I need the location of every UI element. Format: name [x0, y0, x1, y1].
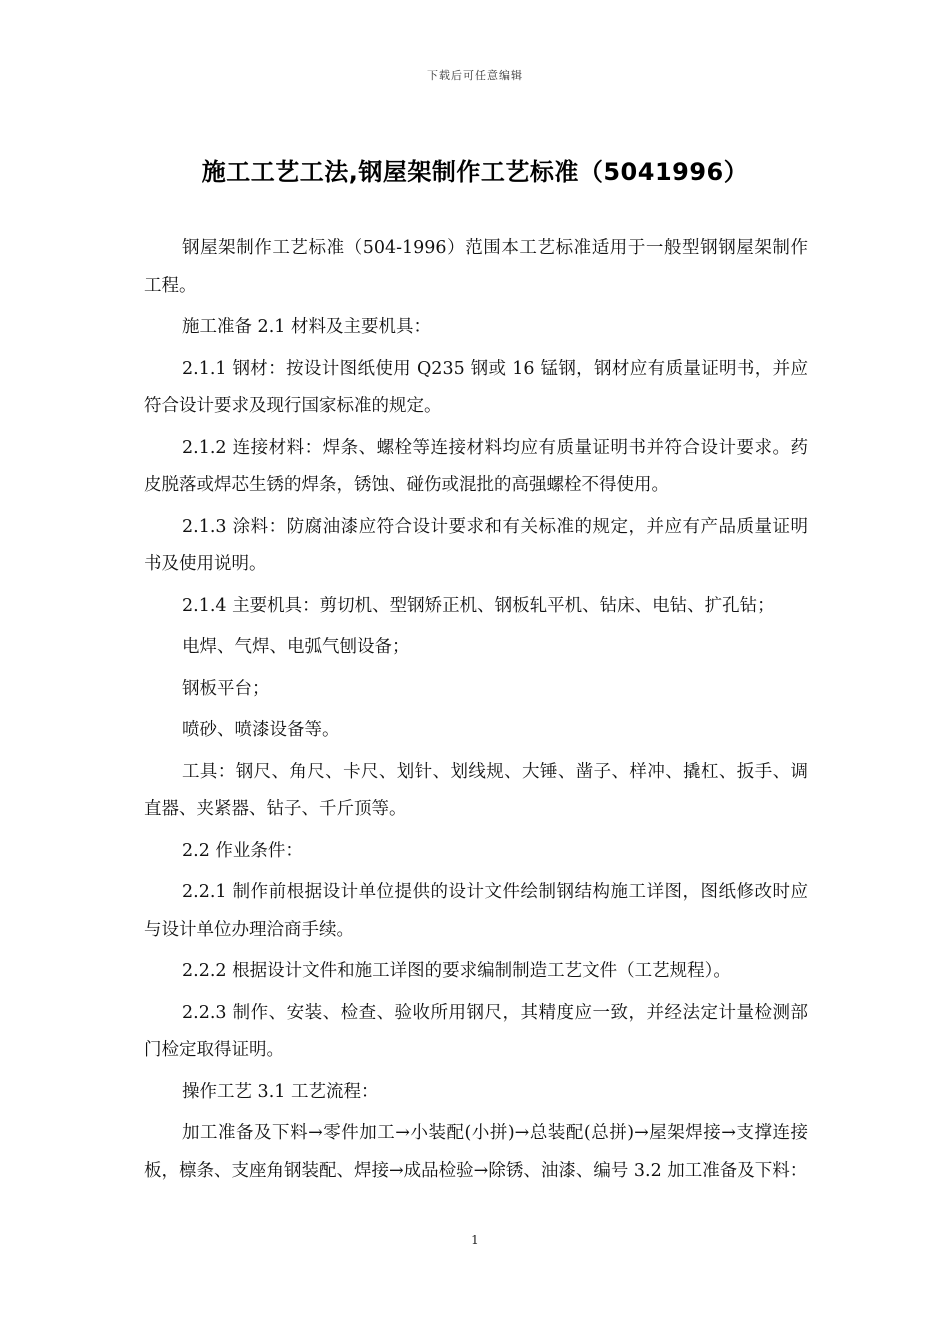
paragraph-process-documents: 2.2.2 根据设计文件和施工详图的要求编制制造工艺文件（工艺规程）。 [182, 961, 731, 981]
paragraph-main-machinery: 2.1.4 主要机具：剪切机、型钢矫正机、钢板轧平机、钻床、电钻、扩孔钻； [182, 595, 775, 616]
paragraph-measuring-tools: 2.2.3 制作、安装、检查、验收所用钢尺，其精度应一致，并经法定计量检测部门检定取得证明。 [144, 1002, 808, 1060]
paragraph-work-conditions-heading: 2.2 作业条件： [182, 840, 303, 861]
paragraph-steel-platform: 钢板平台； [182, 678, 270, 699]
paragraph-scope: 钢屋架制作工艺标准（504-1996）范围本工艺标准适用于一般型钢钢屋架制作工程。 [144, 238, 808, 296]
paragraph-spray-equipment: 喷砂、喷漆设备等。 [182, 720, 340, 740]
paragraph-drawings: 2.2.1 制作前根据设计单位提供的设计文件绘制钢结构施工详图，图纸修改时应与设计单位办理洽商手续。 [144, 882, 808, 940]
paragraph-connection-material: 2.1.2 连接材料：焊条、螺栓等连接材料均应有质量证明书并符合设计要求。药皮脱落或焊芯生锈的焊条，锈蚀、碰伤或混批的高强螺栓不得使用。 [144, 437, 808, 495]
paragraph-process-heading: 操作工艺 3.1 工艺流程： [182, 1081, 379, 1102]
paragraph-preparation-heading: 施工准备 2.1 材料及主要机具： [182, 317, 431, 337]
paragraph-process-flow: 加工准备及下料→零件加工→小装配(小拼)→总装配(总拼)→屋架焊接→支撑连接板，檩条、支座角钢装配、焊接→成品检验→除锈、油漆、编号 3.2 加工准备及下料： [144, 1123, 808, 1181]
paragraph-tools: 工具：钢尺、角尺、卡尺、划针、划线规、大锤、凿子、样冲、撬杠、扳手、调直器、夹紧器、钻子、千斤顶等。 [144, 761, 808, 819]
paragraph-steel-material: 2.1.1 钢材：按设计图纸使用 Q235 钢或 16 锰钢，钢材应有质量证明书，并应符合设计要求及现行国家标准的规定。 [144, 358, 808, 416]
paragraph-coating: 2.1.3 涂料：防腐油漆应符合设计要求和有关标准的规定，并应有产品质量证明书及使用说明。 [144, 516, 808, 574]
document-title: 施工工艺工法,钢屋架制作工艺标准（5041996） [201, 158, 749, 186]
header-note: 下载后可任意编辑 [427, 69, 523, 82]
document-body [144, 230, 808, 1194]
paragraph-welding-equipment: 电焊、气焊、电弧气刨设备； [182, 637, 410, 657]
page-number: 1 [471, 1233, 479, 1247]
